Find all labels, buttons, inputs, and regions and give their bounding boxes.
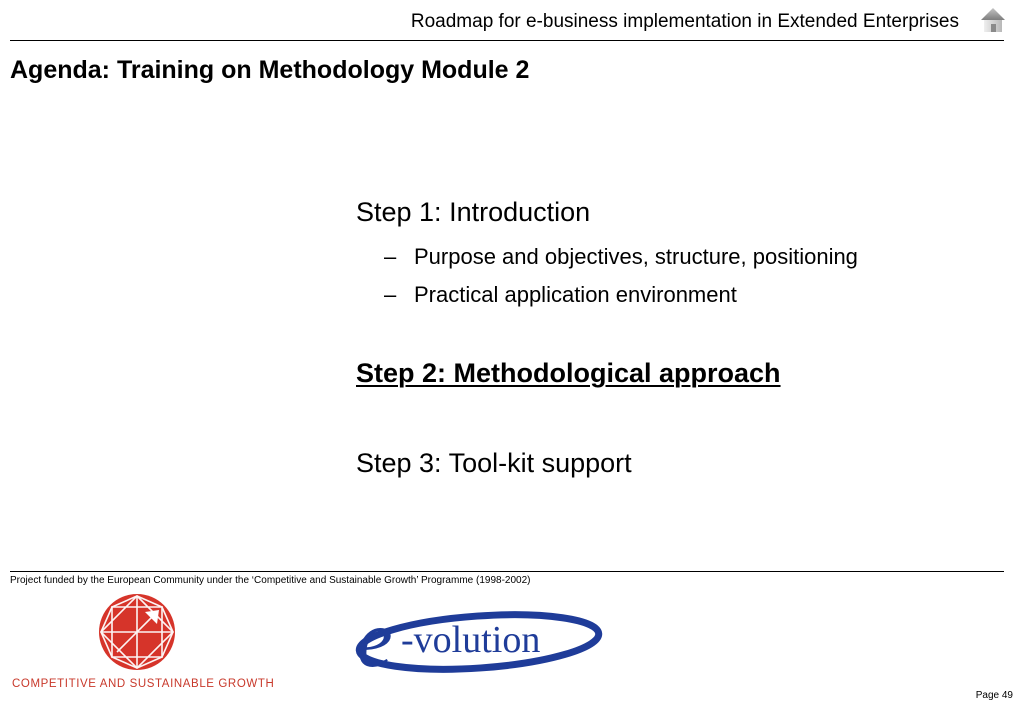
header-divider [10,40,1004,41]
svg-text:-volution: -volution [401,619,541,661]
csg-logo-text: COMPETITIVE AND SUSTAINABLE GROWTH [12,678,275,690]
dash-bullet: – [384,244,397,269]
svg-text:e: e [357,596,393,678]
agenda-step-2-current: Step 2: Methodological approach [356,358,781,388]
agenda-step-1-subitem [384,244,858,270]
footer-divider [10,571,1004,572]
page-title: Agenda: Training on Methodology Module 2 [10,56,530,84]
home-button[interactable] [980,6,1006,34]
agenda-step-1-subitem [384,282,737,308]
home-icon [980,6,1006,34]
page-number: Page 49 [975,690,1013,701]
subitem-text: Purpose and objectives, structure, positioning [414,244,858,269]
csg-logo-icon [97,592,177,672]
agenda-step-1: Step 1: Introduction [356,197,591,227]
header-title: Roadmap for e-business implementation in Extended Enterprises [410,11,959,32]
agenda-step-3: Step 3: Tool-kit support [356,448,632,478]
subitem-text: Practical application environment [414,282,737,307]
dash-bullet: – [384,282,397,307]
funding-note: Project funded by the European Community under the ‘Competitive and Sustainable Growth’ Programme (1998-2002) [10,575,531,586]
e-volution-logo-icon [355,596,610,678]
